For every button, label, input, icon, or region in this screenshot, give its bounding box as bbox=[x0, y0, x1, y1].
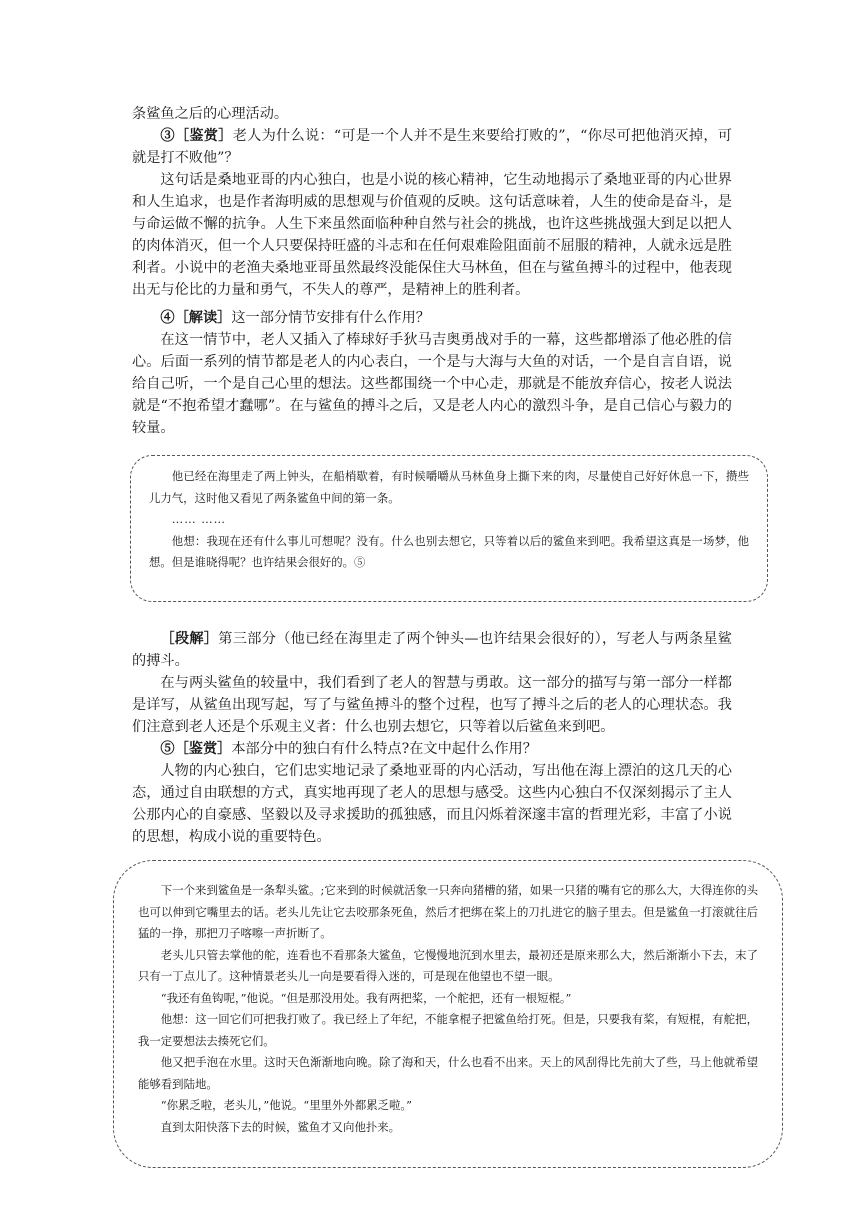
q4-number: ④ bbox=[160, 310, 175, 326]
q3-answer: 这句话是桑地亚哥的内心独白，也是小说的核心精神，它生动地揭示了桑地亚哥的内心世界和人生追求，也是作者海明威的思想观与价值观的反映。这句话意味着，人生的使命是奋斗，是与命运做不懈的抗争。人生下来虽然面临种种自然与社会的挑战，也许这些挑战强大到足以把人的肉体消灭，但一个人只要保持旺盛的斗志和在任何艰难险阻面前不屈服的精神，人就永远是胜利者。小说中的老渔夫桑地亚哥虽然最终没能保住大马林鱼，但在与鲨鱼搏斗的过程中，他表现出无与伦比的力量和勇气，不失人的尊严，是精神上的胜利者。 bbox=[132, 172, 732, 298]
q4-question bbox=[132, 307, 732, 329]
q5-answer: 人物的内心独白，它们忠实地记录了桑地亚哥的内心活动，写出他在海上漂泊的这几天的心态，通过自由联想的方式，真实地再现了老人的思想与感受。这些内心独白不仅深刻揭示了主人公那内心的自豪感、坚毅以及寻求援助的孤独感，而且闪烁着深邃丰富的哲理光彩，丰富了小说的思想，构成小说的重要特色。 bbox=[132, 763, 732, 845]
q3-number: ③ bbox=[160, 128, 175, 144]
excerpt-2-paragraph: 下一个来到鲨鱼是一条犁头鲨。;它来到的时候就活象一只奔向猪槽的猪，如果一只猪的嘴有它的那么大，大得连你的头也可以伸到它嘴里去的话。老头儿先让它去咬那条死鱼，然后才把绑在桨上的刀扎进它的脑子里去。但是鲨鱼一打滚就往后猛的一挣，那把刀子喀嚓一声折断了。 bbox=[138, 883, 758, 940]
excerpt-2-paragraph: “你累乏啦，老头儿，”他说。“里里外外都累乏啦。” bbox=[160, 1098, 412, 1112]
segment-note bbox=[132, 628, 732, 672]
continued-text: 条鲨鱼之后的心理活动。 bbox=[132, 106, 289, 122]
q5-number: ⑤ bbox=[160, 741, 175, 757]
segment-text: 第三部分（他已经在海里走了两个钟头—也许结果会很好的），写老人与两条星鲨的搏斗。 bbox=[132, 631, 732, 669]
excerpt-2-paragraph: 他想：这一回它们可把我打败了。我已经上了年纪，不能拿棍子把鲨鱼给打死。但是，只要我有桨，有短棍，有舵把，我一定要想法去揍死它们。 bbox=[138, 1012, 758, 1048]
excerpt-2-paragraph: 直到太阳快落下去的时候，鲨鱼才又向他扑来。 bbox=[160, 1119, 401, 1134]
segment-analysis: 在与两头鲨鱼的较量中，我们看到了老人的智慧与勇敢。这一部分的描写与第一部分一样都是详写，从鲨鱼出现写起，写了与鲨鱼搏斗的整个过程，也写了搏斗之后的老人的心理状态。我们注意到老人还是个乐观主义者：什么也别去想它，只等着以后鲨鱼来到吧。 bbox=[132, 675, 732, 735]
excerpt-box-1 bbox=[130, 455, 768, 602]
q5-label: ［鉴赏］ bbox=[174, 741, 232, 757]
q3-question-text: 老人为什么说：“可是一个人并不是生来要给打败的”，“你尽可把他消灭掉，可就是打不败他”？ bbox=[132, 128, 732, 166]
q5-question-text: 本部分中的独白有什么特点?在文中起什么作用？ bbox=[231, 741, 537, 757]
q5-question bbox=[132, 738, 732, 760]
excerpt-2-paragraph: 老头儿只管去掌他的舵，连看也不看那条大鲨鱼，它慢慢地沉到水里去，最初还是原来那么大，然后渐渐小下去，末了只有一丁点儿了。这种情景老头儿一向是要看得入迷的，可是现在他望也不望一眼。 bbox=[138, 947, 758, 983]
q4-question-text: 这一部分情节安排有什么作用？ bbox=[231, 310, 430, 326]
q4-answer: 在这一情节中，老人又插入了棒球好手狄马吉奥勇战对手的一幕，这些都增添了他必胜的信心。后面一系列的情节都是老人的内心表白，一个是与大海与大鱼的对话，一个是自言自语，说给自己听，一个是自己心里的想法。这些都围绕一个中心走，那就是不能放弃信心，按老人说法就是“不抱希望才蠢哪”。在与鲨鱼的搏斗之后，又是老人内心的激烈斗争，是自己信心与毅力的较量。 bbox=[132, 332, 732, 436]
q3-question bbox=[132, 125, 732, 169]
q4-label: ［解读］ bbox=[174, 310, 232, 326]
q3-label: ［鉴赏］ bbox=[174, 128, 233, 144]
excerpt-1-ellipsis: …… …… bbox=[171, 512, 226, 526]
excerpt-2-paragraph: 他又把手泡在水里。这时天色渐渐地向晚。除了海和天，什么也看不出来。天上的风刮得比先前大了些，马上他就希望能够看到陆地。 bbox=[138, 1055, 758, 1091]
excerpt-1-paragraph: 他想：我现在还有什么事儿可想呢？没有。什么也别去想它，只等着以后的鲨鱼来到吧。我希望这真是一场梦，他想。但是谁晓得呢？也许结果会很好的。⑤ bbox=[149, 533, 749, 569]
excerpt-2-paragraph: “我还有鱼钩呢，”他说。“但是那没用处。我有两把桨，一个舵把，还有一根短棍。” bbox=[160, 990, 572, 1005]
excerpt-box-2 bbox=[113, 860, 783, 1168]
segment-label: ［段解］ bbox=[160, 631, 219, 647]
excerpt-1-paragraph: 他已经在海里走了两上钟头，在船梢歇着，有时候嚼嚼从马林鱼身上撕下来的肉，尽量使自己好好休息一下，攒些儿力气，这时他又看见了两条鲨鱼中间的第一条。 bbox=[149, 469, 749, 505]
